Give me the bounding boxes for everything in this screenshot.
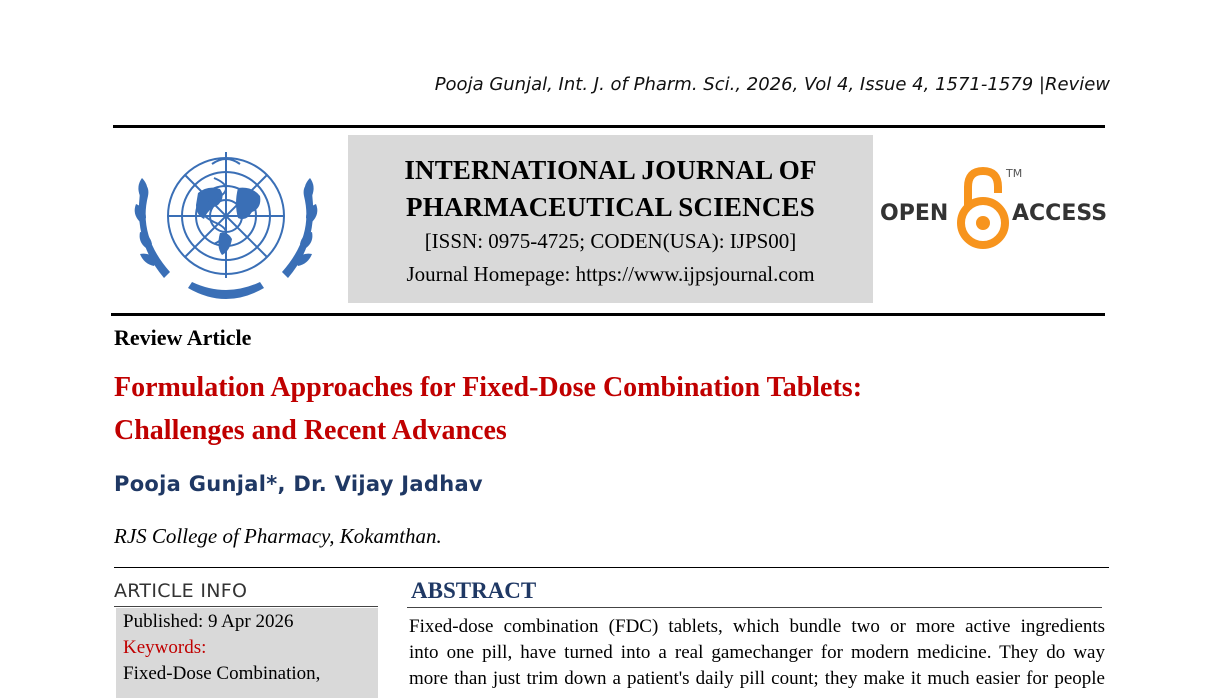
- abstract-rule: [407, 607, 1102, 608]
- open-access-trademark: TM: [1006, 167, 1023, 180]
- header-bottom-rule: [111, 313, 1105, 316]
- journal-name-line1: INTERNATIONAL JOURNAL OF: [404, 155, 817, 185]
- article-title-line2: Challenges and Recent Advances: [114, 415, 507, 446]
- top-rule: [113, 125, 1105, 128]
- abstract-line: more than just trim down a patient's daily pill count; they make it much easier for people: [409, 668, 1105, 689]
- article-title-line1: Formulation Approaches for Fixed-Dose Combination Tablets:: [114, 372, 863, 403]
- published-date: Published: 9 Apr 2026: [123, 611, 294, 632]
- citation-header: Pooja Gunjal, Int. J. of Pharm. Sci., 2026, Vol 4, Issue 4, 1571-1579 |Review: [434, 74, 1110, 95]
- journal-name-line2: PHARMACEUTICAL SCIENCES: [406, 192, 815, 222]
- open-lock-icon: [952, 165, 1014, 251]
- affiliation: RJS College of Pharmacy, Kokamthan.: [114, 524, 442, 548]
- article-title: [114, 366, 1074, 452]
- journal-issn: [ISSN: 0975-4725; CODEN(USA): IJPS00]: [424, 229, 797, 253]
- section-divider: [114, 567, 1109, 568]
- abstract-heading: ABSTRACT: [411, 578, 537, 603]
- author-list: Pooja Gunjal*, Dr. Vijay Jadhav: [114, 472, 483, 496]
- journal-title-box: [348, 135, 873, 303]
- keywords-label: Keywords:: [123, 637, 207, 658]
- open-access-logo: [880, 165, 1110, 255]
- journal-homepage: Journal Homepage: https://www.ijpsjournal.com: [406, 262, 815, 286]
- open-access-left-word: OPEN: [880, 201, 949, 226]
- journal-emblem-icon: [128, 138, 324, 306]
- abstract-line: Fixed-dose combination (FDC) tablets, which bundle two or more active ingredients: [409, 616, 1105, 637]
- keyword-item: Fixed-Dose Combination,: [123, 663, 321, 684]
- article-info-rule: [114, 606, 378, 607]
- abstract-body: [409, 614, 1105, 692]
- open-access-right-word: ACCESS: [1012, 201, 1108, 226]
- article-info-box: [116, 608, 378, 698]
- article-info-heading: ARTICLE INFO: [114, 580, 248, 602]
- article-type-label: Review Article: [114, 325, 252, 350]
- abstract-line: into one pill, have turned into a real gamechanger for modern medicine. They do way: [409, 642, 1105, 663]
